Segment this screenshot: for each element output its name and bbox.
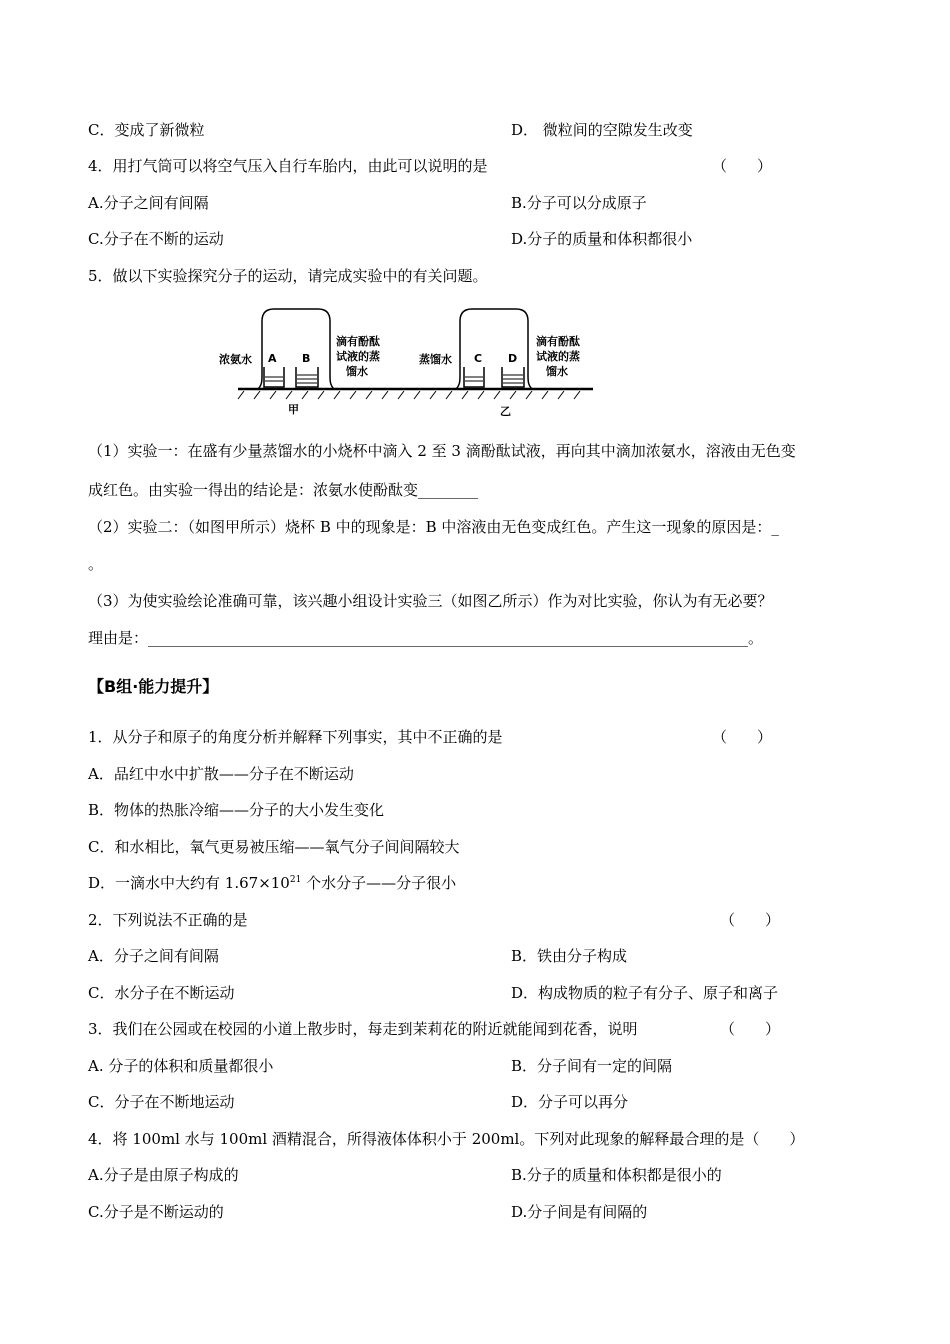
ammonia-label: 浓氨水: [219, 353, 252, 366]
question-b4-stem: 4．将 100ml 水与 100ml 酒精混合，所得液体体积小于 200ml。下列对此现象的解释最合理的是（ ）: [88, 1130, 805, 1148]
phenolphthalein-label-line: 馏水: [346, 365, 368, 378]
answer-paren: （ ）: [720, 1020, 781, 1038]
beaker-d-label: D: [508, 352, 518, 365]
question-b3-option-row: [88, 1056, 673, 1076]
option-c: C．变成了新微粒: [88, 121, 205, 139]
question-b4-option-row: [88, 1202, 648, 1222]
question-5-part-3-cont: 理由是：________________________________________________________________________________。: [88, 629, 764, 647]
phenolphthalein-label-line: 馏水: [546, 365, 568, 378]
option-c: C．分子在不断地运动: [88, 1093, 235, 1111]
beaker-c-label: C: [474, 352, 483, 365]
option-d: [88, 873, 456, 893]
distilled-water-label: 蒸馏水: [419, 353, 452, 366]
question-4-option-row: [88, 229, 693, 249]
phenolphthalein-label-line: 试液的蒸: [336, 350, 380, 363]
figure-caption-yi: 乙: [500, 405, 511, 418]
option-b: B．分子间有一定的间隔: [511, 1057, 673, 1075]
phenolphthalein-label-line: 滴有酚酞: [536, 335, 580, 348]
option-c: C．和水相比，氧气更易被压缩——氧气分子间间隔较大: [88, 838, 460, 856]
exponent: 21: [289, 875, 302, 885]
option-d: D． 微粒间的空隙发生改变: [511, 121, 693, 139]
option-d: D．分子可以再分: [511, 1093, 629, 1111]
option-c: C.分子在不断的运动: [88, 230, 224, 248]
option-a: A.分子之间有间隔: [88, 194, 209, 212]
phenolphthalein-label-line: 试液的蒸: [536, 350, 580, 363]
answer-paren: （ ）: [720, 911, 781, 929]
question-5-stem: 5．做以下实验探究分子的运动，请完成实验中的有关问题。: [88, 267, 488, 285]
option-d: D.分子间是有间隔的: [511, 1203, 648, 1221]
option-a: A．品红中水中扩散——分子在不断运动: [88, 765, 354, 783]
option-d: D．构成物质的粒子有分子、原子和离子: [511, 984, 779, 1002]
figure-caption-jia: 甲: [288, 403, 299, 416]
question-b2-option-row: [88, 946, 628, 966]
experiment-figure: [219, 305, 598, 425]
question-b1-stem: 1．从分子和原子的角度分析并解释下列事实，其中不正确的是: [88, 728, 503, 746]
beaker-c: [464, 367, 484, 387]
option-d: D.分子的质量和体积都很小: [511, 230, 693, 248]
option-b: B．物体的热胀冷缩——分子的大小发生变化: [88, 801, 385, 819]
option-b: B．铁由分子构成: [511, 947, 628, 965]
answer-paren: （ ）: [712, 157, 773, 175]
beaker-b-label: B: [302, 352, 311, 365]
option-c: C．水分子在不断运动: [88, 984, 235, 1002]
table-hatching: [238, 391, 580, 399]
question-5-part-2-cont: 。: [88, 555, 104, 573]
section-heading: 【B组·能力提升】: [88, 677, 219, 696]
question-b4-option-row: [88, 1165, 722, 1185]
option-b: B.分子可以分成原子: [511, 194, 647, 212]
option-d-text-tail: 个水分子——分子很小: [301, 874, 457, 892]
question-5-part-1-cont: 成红色。由实验一得出的结论是：浓氨水使酚酞变________: [88, 481, 479, 499]
beaker-b: [296, 367, 318, 387]
question-5-part-1: （1）实验一：在盛有少量蒸馏水的小烧杯中滴入 2 至 3 滴酚酞试液，再向其中滴加浓氨水，溶液由无色变: [88, 442, 796, 460]
question-b2-stem: 2．下列说法不正确的是: [88, 911, 248, 929]
question-5-part-2: （2）实验二：（如图甲所示）烧杯 B 中的现象是：B 中溶液由无色变成红色。产生这一现象的原因是：_: [88, 518, 779, 536]
beaker-d: [502, 367, 524, 387]
question-4-stem: 4．用打气筒可以将空气压入自行车胎内，由此可以说明的是: [88, 157, 488, 175]
question-b3-stem: 3．我们在公园或在校园的小道上散步时，每走到茉莉花的附近就能闻到花香，说明: [88, 1020, 638, 1038]
beaker-a-label: A: [268, 352, 277, 365]
option-a: A.分子是由原子构成的: [88, 1166, 239, 1184]
option-d-text: D．一滴水中大约有 1.67×10: [88, 874, 290, 892]
question-b2-option-row: [88, 983, 779, 1003]
answer-paren: （ ）: [712, 728, 773, 746]
question-3-option-row: [88, 120, 693, 140]
question-5-part-3: （3）为使实验绘论准确可靠，该兴趣小组设计实验三（如图乙所示）作为对比实验，你认为有无必要？: [88, 592, 773, 610]
beaker-a: [264, 367, 284, 387]
question-b3-option-row: [88, 1092, 629, 1112]
option-a: A．分子之间有间隔: [88, 947, 219, 965]
question-4-option-row: [88, 193, 647, 213]
option-c: C.分子是不断运动的: [88, 1203, 224, 1221]
option-a: A. 分子的体积和质量都很小: [88, 1057, 274, 1075]
option-b: B.分子的质量和体积都是很小的: [511, 1166, 722, 1184]
phenolphthalein-label-line: 滴有酚酞: [336, 335, 380, 348]
